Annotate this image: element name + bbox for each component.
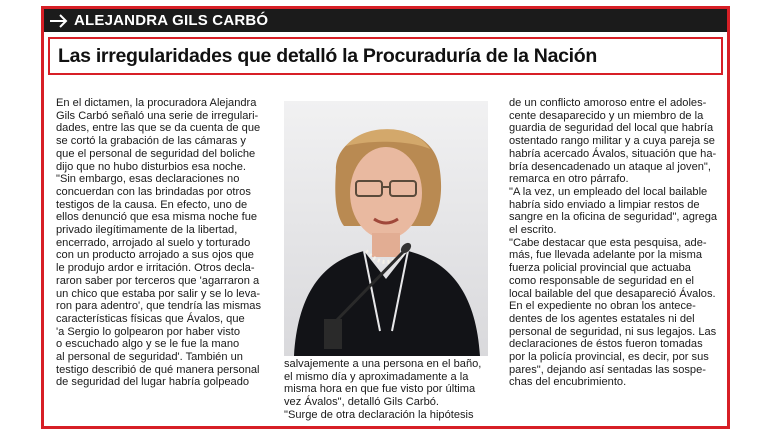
column-3-line: guardia de seguridad del local que habría bbox=[509, 122, 714, 135]
column-3-line: "Cabe destacar que esta pesquisa, ade- bbox=[509, 236, 707, 249]
column-3-line: el escrito. bbox=[509, 224, 557, 237]
column-1-line: "Sin embargo, esas declaraciones no bbox=[56, 173, 240, 186]
column-1-line: 'a Sergio lo golpearon por haber visto bbox=[56, 325, 241, 338]
section-bar bbox=[44, 9, 727, 32]
column-3-line: cente desaparecido y un miembro de la bbox=[509, 109, 704, 122]
column-1-line: encerrado, arrojado al suelo y torturado bbox=[56, 236, 251, 249]
column-1-line: con un producto arrojado a sus ojos que bbox=[56, 249, 254, 262]
column-3-line: habría acercado Ávalos, situación que ha- bbox=[509, 147, 717, 160]
column-3-line: pares", dejando así sentadas las sospe- bbox=[509, 363, 706, 376]
column-1-line: un chico que estaba por salir y se lo leva- bbox=[56, 287, 261, 300]
section-label: ALEJANDRA GILS CARBÓ bbox=[74, 12, 269, 29]
column-3-line: ostentado rango militar y a cuya pareja se bbox=[509, 135, 715, 148]
article-headline: Las irregularidades que detalló la Procuraduría de la Nación bbox=[58, 44, 598, 67]
column-1-line: En el dictamen, la procuradora Alejandra bbox=[56, 97, 257, 109]
column-1-line: concuerdan con las brindadas por otros bbox=[56, 185, 251, 198]
column-1-line: se cortó la grabación de las cámaras y bbox=[56, 135, 246, 148]
column-3-line: En el expediente no obran los antece- bbox=[509, 300, 696, 313]
column-3-line: más, fue llevada adelante por la misma bbox=[509, 249, 703, 262]
column-1-line: testigo describió de qué manera personal bbox=[56, 363, 260, 376]
column-3-line: "A la vez, un empleado del local bailable bbox=[509, 185, 708, 198]
column-1-line: le produjo ardor e irritación. Otros decla- bbox=[56, 262, 255, 275]
column-2-line: el mismo día y aproximadamente a la bbox=[284, 370, 469, 383]
column-3-line: sangre en la oficina de seguridad", agrega bbox=[509, 211, 718, 224]
column-1-line: ellos denunció que esa misma noche fue bbox=[56, 211, 258, 224]
column-1-line: testigos de la causa. En efecto, uno de bbox=[56, 198, 248, 211]
column-2-line: vez Ávalos", detalló Gils Carbó. bbox=[284, 396, 440, 409]
article-column-2 bbox=[284, 358, 494, 422]
headline-box bbox=[48, 37, 723, 75]
column-2-line: salvajemente a una persona en el baño, bbox=[284, 358, 482, 370]
column-1-line: al personal de seguridad'. También un bbox=[56, 351, 243, 364]
column-1-line: privado ilegítimamente de la libertad, bbox=[56, 224, 238, 237]
column-1-line: de seguridad del lugar habría golpeado bbox=[56, 376, 250, 389]
column-3-line: local bailable del que desapareció Ávalos. bbox=[509, 287, 716, 300]
column-1-line: raron saber por terceros que 'agarraron a bbox=[56, 274, 260, 287]
article-frame bbox=[41, 6, 730, 429]
column-3-line: dentes de los agentes estatales ni del bbox=[509, 312, 695, 325]
portrait-photo bbox=[284, 101, 488, 356]
column-3-line: de un conflicto amoroso entre el adoles- bbox=[509, 97, 707, 109]
column-3-line: fuerza policial provincial que actuaba bbox=[509, 262, 691, 275]
column-2-line: "Surge de otra declaración la hipótesis bbox=[284, 408, 474, 421]
article-column-3 bbox=[509, 97, 721, 389]
column-1-line: dijo que no hubo disturbios esa noche. bbox=[56, 160, 246, 173]
article-column-1 bbox=[56, 97, 278, 389]
column-3-line: personal de seguridad, ni sus legajos. Las bbox=[509, 325, 717, 338]
column-3-line: como responsable de seguridad en el bbox=[509, 274, 695, 287]
column-1-line: ron para adentro', que tendría las mismas bbox=[56, 300, 261, 313]
column-1-line: que el personal de seguridad del boliche bbox=[56, 147, 256, 160]
column-3-line: habría sido enviado a limpiar restos de bbox=[509, 198, 700, 211]
arrow-right-icon bbox=[44, 9, 74, 32]
column-1-line: o escuchado algo y se le fue la mano bbox=[56, 338, 240, 351]
column-3-line: por la policía provincial, es decir, por sus bbox=[509, 351, 709, 364]
column-2-line: misma hora en que fue visto por última bbox=[284, 383, 476, 396]
column-3-line: bría desencadenado un ataque al joven", bbox=[509, 160, 711, 173]
column-3-line: remarca en otro párrafo. bbox=[509, 173, 629, 186]
column-3-line: chas del encubrimiento. bbox=[509, 376, 627, 389]
column-3-line: declaraciones de éstos fueron tomadas bbox=[509, 338, 703, 351]
column-1-line: características físicas que Ávalos, que bbox=[56, 312, 245, 325]
column-1-line: dades, entre las que se da cuenta de que bbox=[56, 122, 261, 135]
column-1-line: Gils Carbó señaló una serie de irregulari- bbox=[56, 109, 259, 122]
